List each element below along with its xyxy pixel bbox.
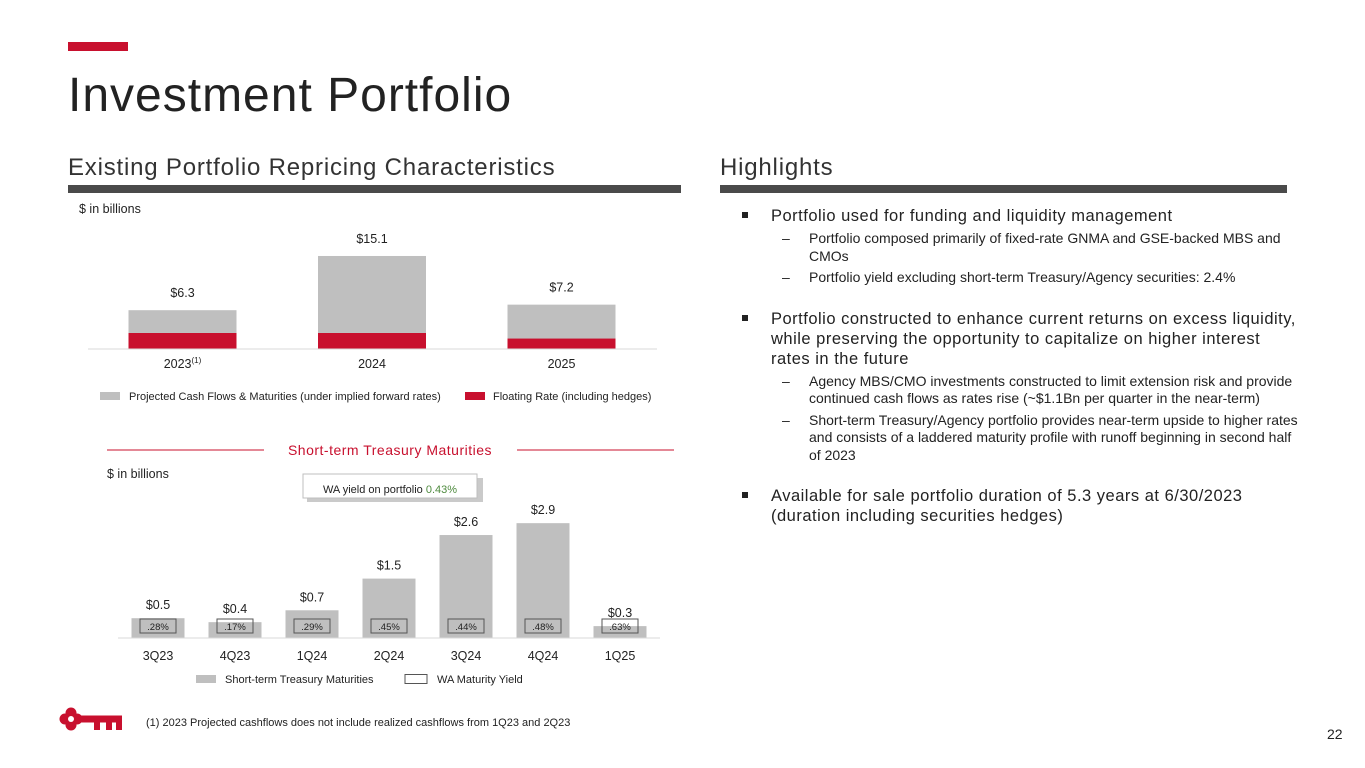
category-label-2025: 2025	[547, 357, 576, 371]
yield-label-4Q23: .17%	[224, 622, 246, 633]
highlight-sub-item	[742, 412, 1302, 465]
category-label-3Q24: 3Q24	[450, 649, 482, 663]
yield-label-3Q23: .28%	[147, 622, 169, 633]
projected-cashflow-bar-2025	[508, 305, 616, 339]
highlight-text: Portfolio used for funding and liquidity management	[771, 207, 1173, 225]
value-label-2Q24: $1.5	[376, 558, 402, 573]
floating-rate-bar-2025	[508, 339, 616, 349]
key-icon	[56, 704, 126, 734]
projected-cashflow-bar-2023	[129, 310, 237, 333]
repricing-chart	[0, 0, 690, 420]
category-label-2023: 2023$^{(1)}$	[163, 356, 202, 371]
highlight-sub-item	[742, 230, 1302, 265]
square-bullet-icon	[742, 212, 748, 218]
category-label-2024: 2024	[358, 357, 386, 371]
legend-label-projected: Projected Cash Flows & Maturities (under implied forward rates)	[129, 391, 441, 403]
highlight-sub-text: Agency MBS/CMO investments constructed to limit extension risk and provide continued cash flows as rates rise (~$1.1Bn per quarter in the near-term)	[809, 372, 1293, 406]
category-label-1Q25: 1Q25	[604, 649, 636, 663]
yield-label-4Q24: .48%	[532, 622, 554, 633]
dash-bullet-icon: –	[782, 372, 790, 389]
legend-label-maturities: Short-term Treasury Maturities	[225, 674, 374, 686]
chart2-title: Short-term Treasury Maturities	[287, 442, 493, 458]
square-bullet-icon	[742, 315, 748, 321]
legend-swatch-yield	[405, 675, 427, 684]
chart2-unit-label: $ in billions	[107, 467, 169, 481]
page-number: 22	[1327, 726, 1343, 742]
legend-swatch-projected	[100, 392, 120, 400]
wa-yield-callout	[303, 474, 483, 502]
value-label-3Q24: $2.6	[453, 515, 479, 530]
treasury-maturities-chart	[0, 420, 690, 700]
highlight-bullet	[742, 206, 1302, 226]
square-bullet-icon	[742, 492, 748, 498]
category-label-4Q24: 4Q24	[527, 649, 559, 663]
highlight-text: Portfolio constructed to enhance current returns on excess liquidity, while preserving the opportunity to capitalize on higher interest rates in the future	[771, 309, 1296, 368]
highlight-sub-item	[742, 373, 1302, 408]
value-label-1Q24: $0.7	[299, 590, 325, 605]
category-label-4Q23: 4Q23	[219, 649, 251, 663]
highlights-list	[742, 206, 1302, 548]
total-label-2023: $6.3	[170, 286, 195, 301]
dash-bullet-icon: –	[782, 269, 790, 285]
wa-yield-callout-text: WA yield on portfolio 0.43%	[322, 484, 458, 496]
dash-bullet-icon: –	[782, 230, 790, 246]
highlight-bullet	[742, 486, 1302, 526]
left-section-title: Existing Portfolio Repricing Characteristics	[68, 154, 556, 181]
total-label-2024: $15.1	[356, 231, 388, 246]
treasury-bar-4Q24	[517, 523, 570, 638]
value-label-4Q23: $0.4	[222, 602, 248, 617]
highlight-bullet	[742, 309, 1302, 369]
page-title: Investment Portfolio	[68, 69, 513, 122]
legend-label-yield: WA Maturity Yield	[437, 674, 523, 686]
right-section-rule	[720, 185, 1287, 193]
highlight-sub-list	[742, 230, 1302, 287]
yield-label-1Q25: .63%	[609, 622, 631, 633]
highlight-text: Available for sale portfolio duration of 5.3 years at 6/30/2023 (duration including securities hedges)	[771, 487, 1243, 525]
category-label-1Q24: 1Q24	[296, 649, 328, 663]
yield-label-3Q24: .44%	[455, 622, 477, 633]
category-label-3Q23: 3Q23	[142, 649, 174, 663]
floating-rate-bar-2023	[129, 333, 237, 349]
value-label-3Q23: $0.5	[145, 598, 171, 613]
yield-label-2Q24: .45%	[378, 622, 400, 633]
yield-label-1Q24: .29%	[301, 622, 323, 633]
category-label-2Q24: 2Q24	[373, 649, 405, 663]
highlight-sub-list	[742, 373, 1302, 465]
highlight-sub-text: Portfolio yield excluding short-term Treasury/Agency securities: 2.4%	[809, 269, 1236, 285]
footnote-marker: (1)	[191, 356, 202, 365]
chart1-unit-label: $ in billions	[79, 202, 141, 216]
legend-swatch-floating	[465, 392, 485, 400]
dash-bullet-icon: –	[782, 411, 790, 428]
value-label-1Q25: $0.3	[607, 606, 633, 621]
total-label-2025: $7.2	[549, 280, 574, 295]
right-section-title: Highlights	[720, 154, 834, 181]
footnote: (1) 2023 Projected cashflows does not include realized cashflows from 1Q23 and 2Q23	[146, 717, 571, 729]
value-label-4Q24: $2.9	[530, 503, 556, 518]
legend-label-floating: Floating Rate (including hedges)	[493, 391, 652, 403]
floating-rate-bar-2024	[318, 333, 426, 349]
highlight-sub-item	[742, 269, 1302, 287]
highlight-sub-text: Short-term Treasury/Agency portfolio provides near-term upside to higher rates and consists of a laddered maturity profile with runoff beginning in second half of 2023	[809, 411, 1298, 463]
projected-cashflow-bar-2024	[318, 256, 426, 333]
legend-swatch-maturities	[196, 675, 216, 683]
highlight-sub-text: Portfolio composed primarily of fixed-rate GNMA and GSE-backed MBS and CMOs	[809, 230, 1281, 264]
